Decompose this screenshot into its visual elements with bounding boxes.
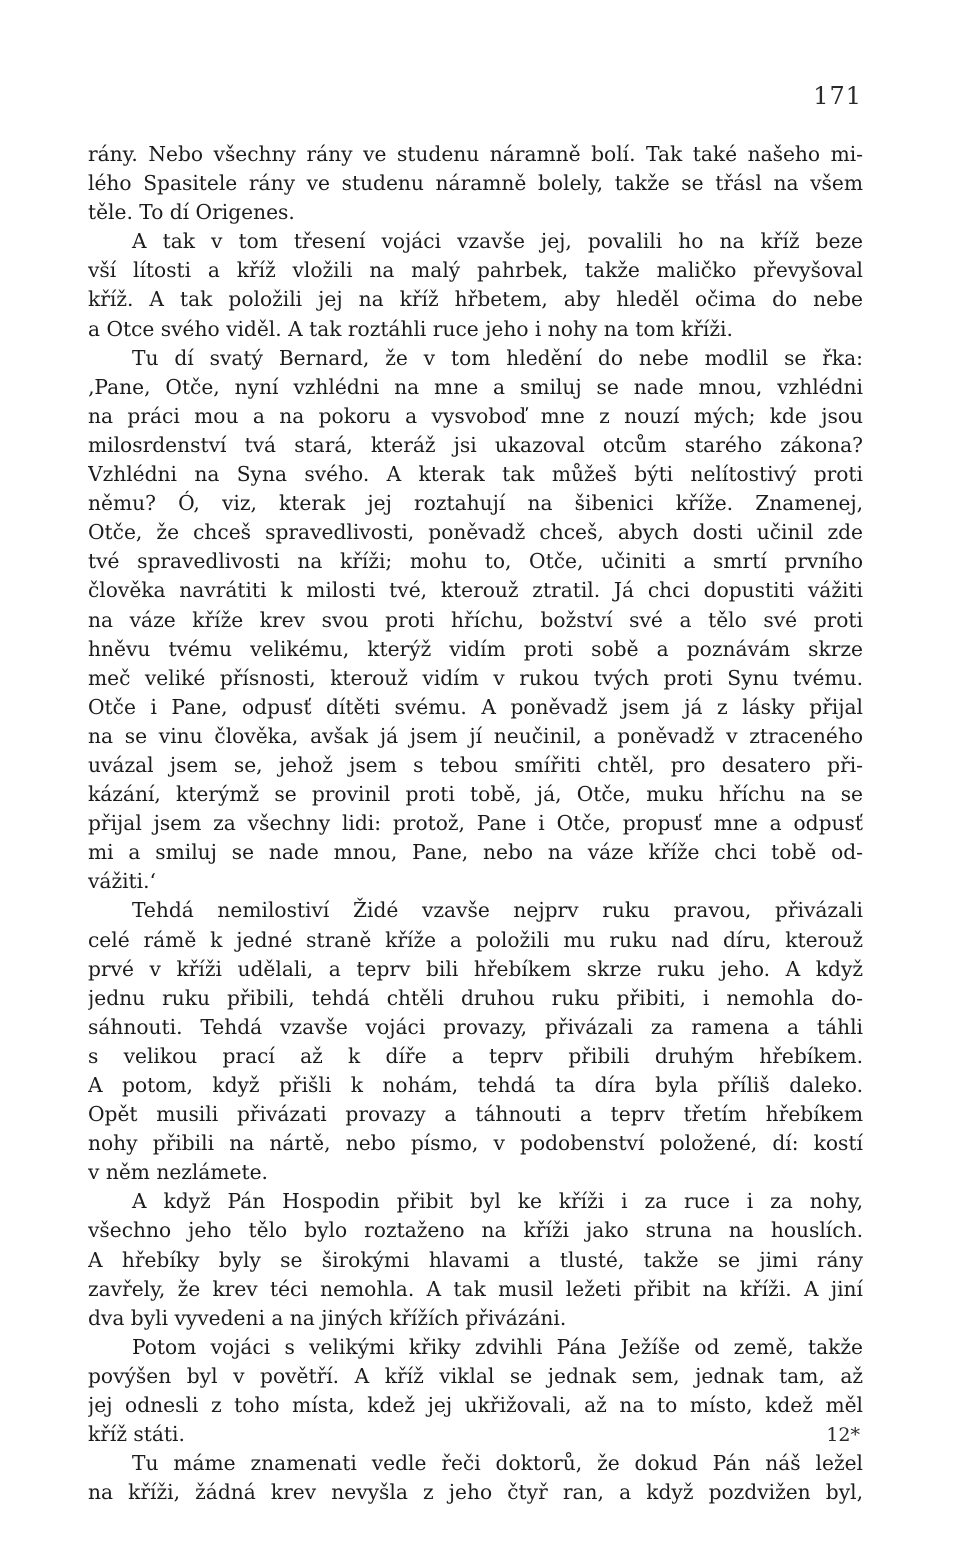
text-line: celé rámě k jedné straně kříže a položili mu ruku nad díru, kterouž [88, 927, 863, 952]
text-line: dva byli vyvedeni a na jiných křížích přivázáni. [88, 1305, 567, 1330]
text-line: kříž. A tak položili jej na kříž hřbetem, aby hleděl očima do nebe [88, 287, 863, 312]
text-line: kázání, kterýmž se provinil proti tobě, já, Otče, muku hříchu na se [88, 782, 863, 807]
text-line: na váze kříže krev svou proti hříchu, božství své a tělo své proti [88, 607, 863, 632]
text-line: člověka navrátiti k milosti tvé, kterouž ztratil. Já chci dopustiti vážiti [88, 578, 863, 603]
text-line: prvé v kříži udělali, a teprv bili hřebíkem skrze ruku jeho. A když [88, 956, 863, 981]
text-line: Tehdá nemilostiví Židé vzavše nejprv ruku pravou, přivázali [132, 898, 863, 923]
body-text [88, 140, 863, 1507]
text-line: s velikou prací až k díře a teprv přibili druhým hřebíkem. [88, 1043, 863, 1068]
text-line: uvázal jsem se, jehož jsem s tebou smířiti chtěl, pro desatero při- [88, 752, 863, 777]
text-line: mi a smiluj se nade mnou, Pane, nebo na váze kříže chci tobě od- [88, 840, 863, 865]
text-line: A tak v tom třesení vojáci vzavše jej, povalili ho na kříž beze [132, 229, 863, 254]
text-line: rány. Nebo všechny rány ve studenu náramně bolí. Tak také našeho mi- [88, 142, 863, 166]
text-line: vší lítosti a kříž vložili na malý pahrbek, takže maličko převyšoval [88, 258, 863, 283]
text-line: na se vinu člověka, avšak já jsem jí neučinil, a poněvadž v ztraceného [88, 723, 863, 748]
text-line: milosrdenství tvá stará, kteráž jsi ukazoval otcům starého zákona? [88, 432, 863, 457]
text-line: A potom, když přišli k nohám, tehdá ta díra byla příliš daleko. [88, 1073, 863, 1097]
text-line: A hřebíky byly se širokými hlavami a tlusté, takže se jimi rány [88, 1247, 863, 1272]
text-line: tvé spravedlivosti na kříži; mohu to, Otče, učiniti a smrtí prvního [88, 549, 863, 574]
text-line: těle. To dí Origenes. [88, 200, 295, 225]
text-line: zavřely, že krev téci nemohla. A tak musil ležeti přibit na kříži. A jiní [88, 1276, 863, 1301]
text-line: němu? Ó, viz, kterak jej roztahují na šibenici kříže. Znamenej, [88, 491, 863, 516]
text-line: Otče, že chceš spravedlivosti, poněvadž chceš, abych dosti učinil zde [88, 520, 863, 545]
text-line: Opět musili přivázati provazy a táhnouti a teprv třetím hřebíkem [88, 1102, 863, 1127]
text-line: a Otce svého viděl. A tak roztáhli ruce jeho i nohy na tom kříži. [88, 316, 733, 341]
text-line: A když Pán Hospodin přibit byl ke kříži i za ruce i za nohy, [132, 1189, 863, 1214]
signature-mark: 12* [826, 1424, 860, 1446]
page-number: 171 [813, 82, 862, 110]
text-line: meč veliké přísnosti, kterouž vidím v rukou tvých proti Synu tvému. [88, 665, 863, 690]
text-line: Tu máme znamenati vedle řeči doktorů, že dokud Pán náš ležel [132, 1451, 863, 1476]
text-line: ‚Pane, Otče, nyní vzhlédni na mne a smiluj se nade mnou, vzhlédni [88, 374, 863, 399]
text-line: jej odnesli z toho místa, kdež jej ukřižovali, až na to místo, kdež měl [88, 1393, 863, 1418]
text-line: jednu ruku přibili, tehdá chtěli druhou ruku přibiti, i nemohla do- [88, 985, 863, 1010]
text-line: Vzhlédni na Syna svého. A kterak tak můžeš býti nelítostivý proti [88, 462, 863, 487]
text-line: Potom vojáci s velikými křiky zdvihli Pána Ježíše od země, takže [132, 1334, 863, 1359]
text-line: sáhnouti. Tehdá vzavše vojáci provazy, přivázali za ramena a táhli [88, 1014, 863, 1039]
text-line: na kříži, žádná krev nevyšla z jeho čtyř ran, a když pozdvižen byl, [88, 1480, 863, 1505]
text-line: vážiti.‘ [88, 869, 156, 894]
text-line: všechno jeho tělo bylo roztaženo na kříži jako struna na houslích. [88, 1218, 863, 1243]
text-line: hněvu tvému velikému, kterýž vidím proti sobě a poznávám skrze [88, 636, 863, 661]
text-line: na práci mou a na pokoru a vysvoboď mne z nouzí mých; kde jsou [88, 403, 863, 428]
text-line: kříž státi. [88, 1422, 185, 1447]
text-line: v něm nezlámete. [88, 1160, 268, 1185]
text-line: Otče i Pane, odpusť dítěti svému. A poněvadž jsem já z lásky přijal [88, 694, 863, 719]
text-line: Tu dí svatý Bernard, že v tom hledění do nebe modlil se řka: [132, 345, 863, 370]
text-line: lého Spasitele rány ve studenu náramně bolely, takže se třásl na všem [88, 171, 863, 196]
text-line: přijal jsem za všechny lidi: protož, Pane i Otče, propusť mne a odpusť [88, 811, 863, 836]
text-line: povýšen byl v povětří. A kříž viklal se jednak sem, jednak tam, až [88, 1363, 863, 1388]
text-line: nohy přibili na nártě, nebo písmo, v podobenství položené, dí: kostí [88, 1131, 863, 1156]
